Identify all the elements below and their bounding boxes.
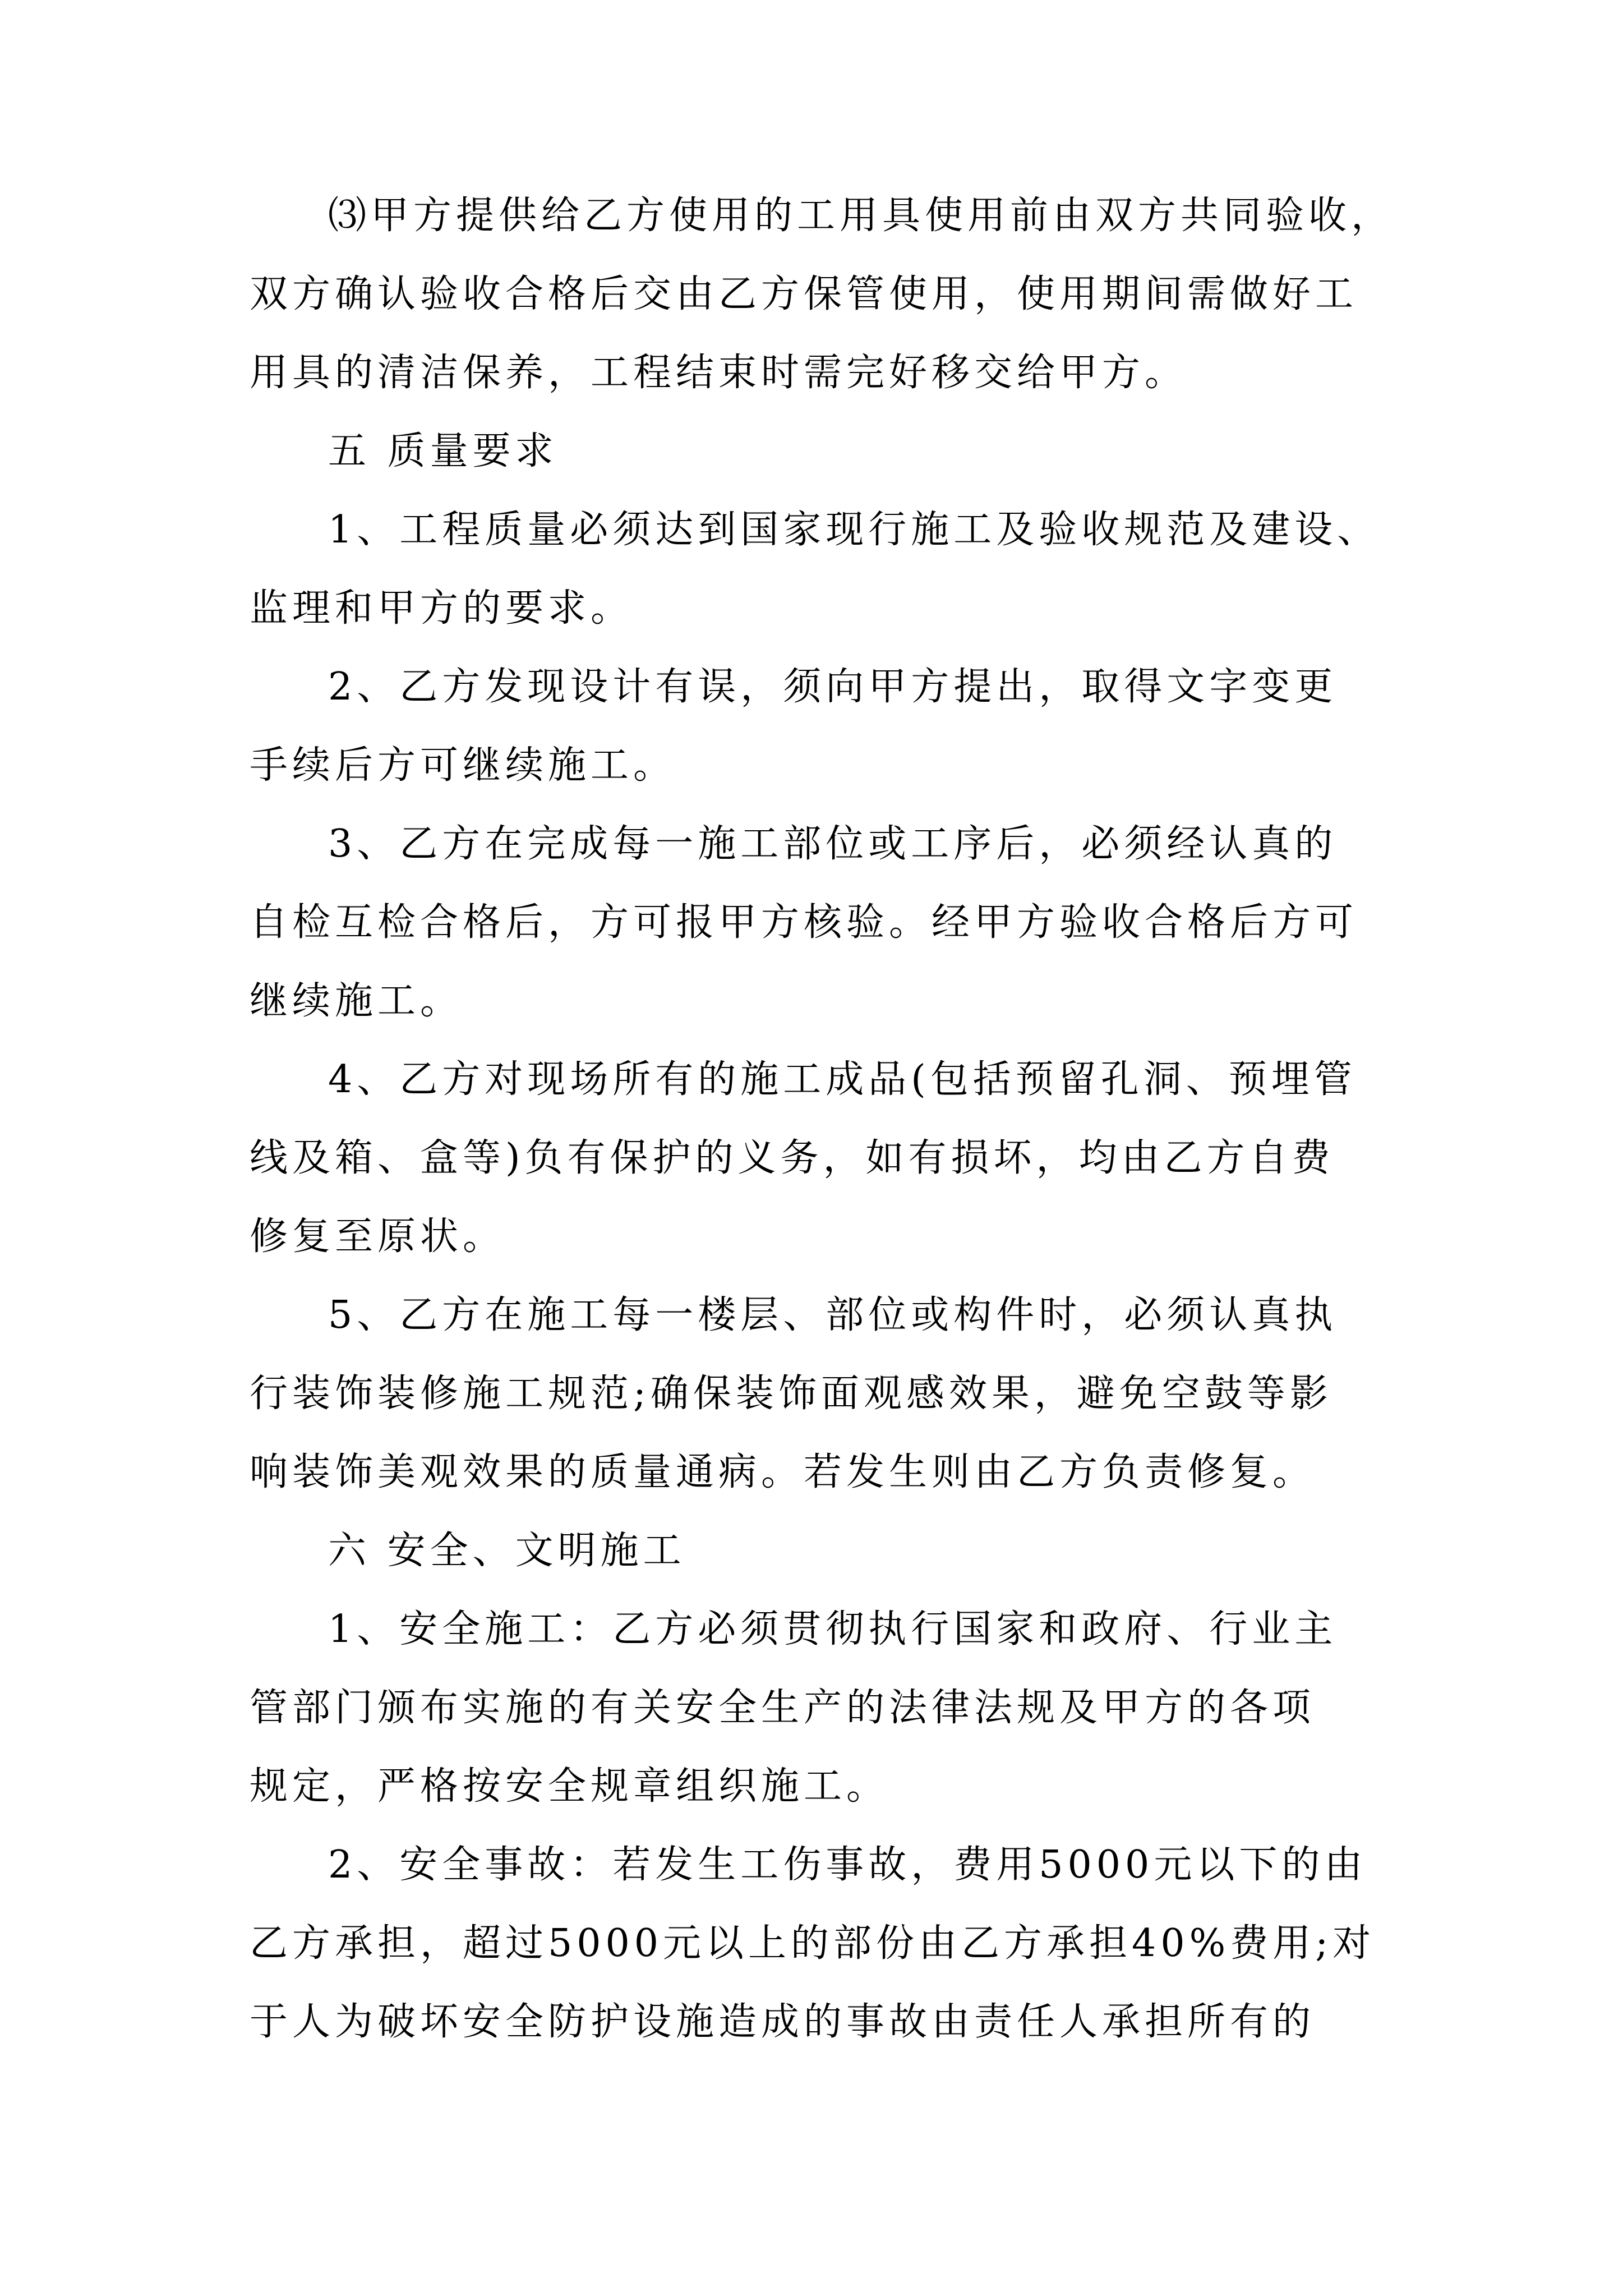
paragraph-line: 2、安全事故：若发生工伤事故，费用5000元以下的由 [328, 1843, 1367, 1887]
paragraph-line: 继续施工。 [250, 979, 463, 1023]
paragraph-line: 响装饰美观效果的质量通病。若发生则由乙方负责修复。 [250, 1450, 1316, 1494]
paragraph-line: ⑶甲方提供给乙方使用的工用具使用前由双方共同验收， [328, 194, 1394, 238]
paragraph-line: 修复至原状。 [250, 1214, 506, 1259]
paragraph-line: 5、乙方在施工每一楼层、部位或构件时，必须认真执 [328, 1293, 1338, 1337]
paragraph-line: 用具的清洁保养，工程结束时需完好移交给甲方。 [250, 351, 1188, 395]
paragraph-line: 4、乙方对现场所有的施工成品(包括预留孔洞、预埋管 [328, 1057, 1357, 1102]
paragraph-line: 1、安全施工：乙方必须贯彻执行国家和政府、行业主 [328, 1607, 1338, 1651]
paragraph-line: 监理和甲方的要求。 [250, 586, 634, 631]
paragraph-line: 管部门颁布实施的有关安全生产的法律法规及甲方的各项 [250, 1686, 1316, 1730]
paragraph-line: 乙方承担，超过5000元以上的部份由乙方承担40%费用;对 [250, 1921, 1376, 1966]
paragraph-line: 自检互检合格后，方可报甲方核验。经甲方验收合格后方可 [250, 900, 1358, 945]
section-heading: 五 质量要求 [328, 429, 558, 473]
paragraph-line: 行装饰装修施工规范;确保装饰面观感效果，避免空鼓等影 [250, 1372, 1332, 1416]
paragraph-line: 线及箱、盒等)负有保护的义务，如有损坏，均由乙方自费 [250, 1136, 1335, 1180]
paragraph-line: 1、工程质量必须达到国家现行施工及验收规范及建设、 [328, 508, 1380, 552]
paragraph-line: 于人为破坏安全防护设施造成的事故由责任人承担所有的 [250, 2000, 1316, 2044]
paragraph-line: 规定，严格按安全规章组织施工。 [250, 1764, 889, 1809]
paragraph-line: 3、乙方在完成每一施工部位或工序后，必须经认真的 [328, 822, 1338, 866]
paragraph-line: 手续后方可继续施工。 [250, 743, 676, 788]
paragraph-line: 双方确认验收合格后交由乙方保管使用，使用期间需做好工 [250, 272, 1358, 316]
section-heading: 六 安全、文明施工 [328, 1529, 686, 1573]
paragraph-line: 2、乙方发现设计有误，须向甲方提出，取得文字变更 [328, 665, 1338, 709]
